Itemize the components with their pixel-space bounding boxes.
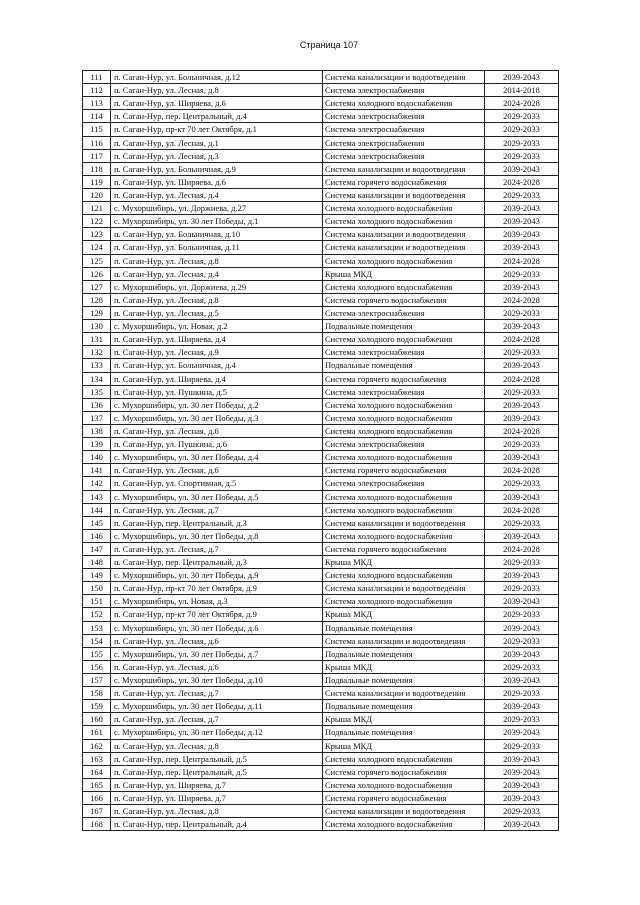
system-cell: Система канализации и водоотведения: [323, 517, 485, 529]
row-number-cell: 142: [83, 477, 111, 489]
period-cell: 2024-2028: [485, 333, 559, 345]
table-row: [83, 202, 559, 215]
table-row: [83, 241, 559, 254]
table-row: [83, 438, 559, 451]
system-cell: Система канализации и водоотведения: [323, 228, 485, 240]
table-row: [83, 464, 559, 477]
row-number-cell: 138: [83, 425, 111, 437]
system-cell: Система горячего водоснабжения: [323, 792, 485, 804]
system-cell: Система электроснабжения: [323, 477, 485, 489]
system-cell: Система канализации и водоотведения: [323, 241, 485, 253]
row-number-cell: 149: [83, 569, 111, 581]
period-cell: 2029-2033: [485, 740, 559, 752]
row-number-cell: 160: [83, 713, 111, 725]
system-cell: Система канализации и водоотведения: [323, 687, 485, 699]
row-number-cell: 165: [83, 779, 111, 791]
row-number-cell: 113: [83, 97, 111, 109]
table-row: [83, 582, 559, 595]
table-row: [83, 386, 559, 399]
period-cell: 2029-2033: [485, 517, 559, 529]
system-cell: Крыша МКД: [323, 608, 485, 620]
address-cell: п. Саган-Нур, ул. Ширяева, д.6: [111, 97, 323, 109]
table-row: [83, 123, 559, 136]
period-cell: 2024-2028: [485, 97, 559, 109]
period-cell: 2029-2033: [485, 268, 559, 280]
system-cell: Система электроснабжения: [323, 137, 485, 149]
row-number-cell: 155: [83, 648, 111, 660]
table-row: [83, 504, 559, 517]
system-cell: Крыша МКД: [323, 713, 485, 725]
address-cell: с. Мухоршибирь, ул. 30 лет Победы, д.5: [111, 491, 323, 503]
period-cell: 2039-2043: [485, 726, 559, 738]
period-cell: 2024-2028: [485, 504, 559, 516]
period-cell: 2024-2028: [485, 294, 559, 306]
table-row: [83, 268, 559, 281]
row-number-cell: 131: [83, 333, 111, 345]
system-cell: Система холодного водоснабжения: [323, 202, 485, 214]
system-cell: Система электроснабжения: [323, 110, 485, 122]
row-number-cell: 148: [83, 556, 111, 568]
row-number-cell: 137: [83, 412, 111, 424]
address-cell: п. Саган-Нур, ул. Лесная, д.5: [111, 307, 323, 319]
system-cell: Система холодного водоснабжения: [323, 569, 485, 581]
address-cell: с. Мухоршибирь, ул. 30 лет Победы, д.1: [111, 215, 323, 227]
system-cell: Система электроснабжения: [323, 123, 485, 135]
row-number-cell: 128: [83, 294, 111, 306]
address-cell: п. Саган-Нур, ул. Лесная, д.8: [111, 84, 323, 96]
address-cell: п. Саган-Нур, пер. Центральный, д.3: [111, 517, 323, 529]
table-row: [83, 451, 559, 464]
system-cell: Система горячего водоснабжения: [323, 294, 485, 306]
table-row: [83, 766, 559, 779]
period-cell: 2024-2028: [485, 176, 559, 188]
period-cell: 2029-2033: [485, 687, 559, 699]
row-number-cell: 135: [83, 386, 111, 398]
row-number-cell: 153: [83, 622, 111, 634]
row-number-cell: 163: [83, 753, 111, 765]
table-row: [83, 373, 559, 386]
system-cell: Система холодного водоснабжения: [323, 425, 485, 437]
address-cell: п. Саган-Нур, ул. Больничная, д.11: [111, 241, 323, 253]
row-number-cell: 130: [83, 320, 111, 332]
period-cell: 2029-2033: [485, 635, 559, 647]
address-cell: п. Саган-Нур, ул. Лесная, д.1: [111, 137, 323, 149]
system-cell: Подвальные помещения: [323, 648, 485, 660]
table-row: [83, 255, 559, 268]
address-cell: п. Саган-Нур, ул. Больничная, д.9: [111, 163, 323, 175]
table-row: [83, 530, 559, 543]
system-cell: Крыша МКД: [323, 268, 485, 280]
address-cell: п. Саган-Нур, ул. Лесная, д.9: [111, 346, 323, 358]
system-cell: Система холодного водоснабжения: [323, 504, 485, 516]
system-cell: Система горячего водоснабжения: [323, 543, 485, 555]
address-cell: п. Саган-Нур, ул. Лесная, д.8: [111, 740, 323, 752]
period-cell: 2014-2018: [485, 84, 559, 96]
table-row: [83, 333, 559, 346]
address-cell: п. Саган-Нур, ул. Лесная, д.3: [111, 150, 323, 162]
address-cell: с. Мухоршибирь, ул. 30 лет Победы, д.11: [111, 700, 323, 712]
row-number-cell: 152: [83, 608, 111, 620]
system-cell: Система канализации и водоотведения: [323, 71, 485, 83]
address-cell: п. Саган-Нур, пер. Центральный, д.4: [111, 818, 323, 830]
table-row: [83, 189, 559, 202]
period-cell: 2029-2033: [485, 110, 559, 122]
period-cell: 2039-2043: [485, 71, 559, 83]
address-cell: с. Мухоршибирь, ул. 30 лет Победы, д.10: [111, 674, 323, 686]
system-cell: Система электроснабжения: [323, 438, 485, 450]
row-number-cell: 123: [83, 228, 111, 240]
system-cell: Подвальные помещения: [323, 359, 485, 371]
row-number-cell: 120: [83, 189, 111, 201]
address-cell: п. Саган-Нур, ул. Лесная, д.4: [111, 189, 323, 201]
row-number-cell: 121: [83, 202, 111, 214]
period-cell: 2039-2043: [485, 779, 559, 791]
address-cell: п. Саган-Нур, пер. Центральный, д.4: [111, 110, 323, 122]
period-cell: 2039-2043: [485, 674, 559, 686]
table-row: [83, 425, 559, 438]
system-cell: Система холодного водоснабжения: [323, 595, 485, 607]
period-cell: 2029-2033: [485, 582, 559, 594]
address-cell: с. Мухоршибирь, ул. Доржиева, д.29: [111, 281, 323, 293]
row-number-cell: 150: [83, 582, 111, 594]
system-cell: Система горячего водоснабжения: [323, 464, 485, 476]
period-cell: 2039-2043: [485, 818, 559, 830]
table-row: [83, 569, 559, 582]
system-cell: Система холодного водоснабжения: [323, 491, 485, 503]
system-cell: Подвальные помещения: [323, 726, 485, 738]
row-number-cell: 124: [83, 241, 111, 253]
table-row: [83, 477, 559, 490]
row-number-cell: 161: [83, 726, 111, 738]
table-row: [83, 556, 559, 569]
period-cell: 2039-2043: [485, 648, 559, 660]
address-cell: п. Саган-Нур, ул. Лесная, д.7: [111, 687, 323, 699]
table-row: [83, 543, 559, 556]
table-row: [83, 753, 559, 766]
table-row: [83, 163, 559, 176]
row-number-cell: 134: [83, 373, 111, 385]
period-cell: 2029-2033: [485, 150, 559, 162]
row-number-cell: 127: [83, 281, 111, 293]
period-cell: 2024-2028: [485, 464, 559, 476]
row-number-cell: 143: [83, 491, 111, 503]
system-cell: Подвальные помещения: [323, 700, 485, 712]
table-row: [83, 359, 559, 372]
address-cell: с. Мухоршибирь, ул. Доржиева, д.27: [111, 202, 323, 214]
table-row: [83, 687, 559, 700]
table-row: [83, 71, 559, 84]
row-number-cell: 139: [83, 438, 111, 450]
period-cell: 2029-2033: [485, 661, 559, 673]
period-cell: 2039-2043: [485, 530, 559, 542]
table-body: [83, 71, 559, 831]
row-number-cell: 133: [83, 359, 111, 371]
period-cell: 2029-2033: [485, 556, 559, 568]
system-cell: Система канализации и водоотведения: [323, 582, 485, 594]
address-cell: с. Мухоршибирь, ул. 30 лет Победы, д.7: [111, 648, 323, 660]
table-row: [83, 608, 559, 621]
period-cell: 2039-2043: [485, 412, 559, 424]
period-cell: 2024-2028: [485, 373, 559, 385]
system-cell: Система канализации и водоотведения: [323, 163, 485, 175]
address-cell: с. Мухоршибирь, ул. 30 лет Победы, д.9: [111, 569, 323, 581]
row-number-cell: 132: [83, 346, 111, 358]
table-row: [83, 215, 559, 228]
row-number-cell: 144: [83, 504, 111, 516]
row-number-cell: 151: [83, 595, 111, 607]
system-cell: Крыша МКД: [323, 740, 485, 752]
period-cell: 2029-2033: [485, 346, 559, 358]
address-cell: п. Саган-Нур, ул. Лесная, д.6: [111, 425, 323, 437]
table-row: [83, 726, 559, 739]
table-row: [83, 635, 559, 648]
row-number-cell: 125: [83, 255, 111, 267]
table-row: [83, 84, 559, 97]
table-row: [83, 228, 559, 241]
address-cell: п. Саган-Нур, ул. Пушкина, д.6: [111, 438, 323, 450]
system-cell: Система холодного водоснабжения: [323, 818, 485, 830]
system-cell: Система холодного водоснабжения: [323, 333, 485, 345]
address-cell: п. Саган-Нур, ул. Лесная, д.6: [111, 635, 323, 647]
period-cell: 2039-2043: [485, 491, 559, 503]
system-cell: Система электроснабжения: [323, 150, 485, 162]
address-cell: п. Саган-Нур, ул. Спортивная, д.5: [111, 477, 323, 489]
period-cell: 2029-2033: [485, 189, 559, 201]
address-cell: п. Саган-Нур, пер. Центральный, д.3: [111, 556, 323, 568]
row-number-cell: 114: [83, 110, 111, 122]
table-row: [83, 779, 559, 792]
period-cell: 2039-2043: [485, 163, 559, 175]
table-row: [83, 97, 559, 110]
address-cell: с. Мухоршибирь, ул. Новая, д.2: [111, 320, 323, 332]
system-cell: Система канализации и водоотведения: [323, 635, 485, 647]
period-cell: 2039-2043: [485, 320, 559, 332]
row-number-cell: 159: [83, 700, 111, 712]
period-cell: 2029-2033: [485, 386, 559, 398]
table-row: [83, 137, 559, 150]
repair-schedule-table: [82, 70, 559, 831]
system-cell: Система электроснабжения: [323, 84, 485, 96]
period-cell: 2039-2043: [485, 202, 559, 214]
row-number-cell: 111: [83, 71, 111, 83]
period-cell: 2039-2043: [485, 622, 559, 634]
row-number-cell: 117: [83, 150, 111, 162]
system-cell: Система холодного водоснабжения: [323, 399, 485, 411]
system-cell: Система холодного водоснабжения: [323, 530, 485, 542]
row-number-cell: 112: [83, 84, 111, 96]
row-number-cell: 157: [83, 674, 111, 686]
table-row: [83, 700, 559, 713]
system-cell: Система холодного водоснабжения: [323, 281, 485, 293]
address-cell: п. Саган-Нур, пр-кт 70 лет Октября, д.1: [111, 123, 323, 135]
address-cell: п. Саган-Нур, ул. Ширяева, д.4: [111, 373, 323, 385]
row-number-cell: 158: [83, 687, 111, 699]
period-cell: 2039-2043: [485, 215, 559, 227]
row-number-cell: 122: [83, 215, 111, 227]
row-number-cell: 147: [83, 543, 111, 555]
table-row: [83, 713, 559, 726]
table-row: [83, 307, 559, 320]
system-cell: Крыша МКД: [323, 556, 485, 568]
address-cell: п. Саган-Нур, пр-кт 70 лет Октября, д.9: [111, 582, 323, 594]
row-number-cell: 146: [83, 530, 111, 542]
table-row: [83, 294, 559, 307]
address-cell: с. Мухоршибирь, ул. 30 лет Победы, д.3: [111, 412, 323, 424]
table-row: [83, 622, 559, 635]
period-cell: 2039-2043: [485, 700, 559, 712]
period-cell: 2039-2043: [485, 281, 559, 293]
period-cell: 2029-2033: [485, 438, 559, 450]
address-cell: п. Саган-Нур, ул. Лесная, д.7: [111, 543, 323, 555]
address-cell: п. Саган-Нур, ул. Лесная, д.6: [111, 661, 323, 673]
row-number-cell: 141: [83, 464, 111, 476]
table-row: [83, 110, 559, 123]
period-cell: 2039-2043: [485, 359, 559, 371]
address-cell: п. Саган-Нур, ул. Пушкина, д.5: [111, 386, 323, 398]
system-cell: Система холодного водоснабжения: [323, 412, 485, 424]
row-number-cell: 136: [83, 399, 111, 411]
row-number-cell: 145: [83, 517, 111, 529]
system-cell: Система холодного водоснабжения: [323, 451, 485, 463]
period-cell: 2029-2033: [485, 123, 559, 135]
table-row: [83, 176, 559, 189]
table-row: [83, 281, 559, 294]
period-cell: 2029-2033: [485, 805, 559, 817]
period-cell: 2024-2028: [485, 425, 559, 437]
system-cell: Система горячего водоснабжения: [323, 766, 485, 778]
table-row: [83, 674, 559, 687]
row-number-cell: 129: [83, 307, 111, 319]
period-cell: 2039-2043: [485, 569, 559, 581]
address-cell: п. Саган-Нур, ул. Лесная, д.7: [111, 713, 323, 725]
period-cell: 2029-2033: [485, 477, 559, 489]
system-cell: Система канализации и водоотведения: [323, 805, 485, 817]
period-cell: 2029-2033: [485, 307, 559, 319]
system-cell: Система холодного водоснабжения: [323, 97, 485, 109]
system-cell: Система холодного водоснабжения: [323, 753, 485, 765]
address-cell: п. Саган-Нур, ул. Лесная, д.8: [111, 255, 323, 267]
period-cell: 2039-2043: [485, 451, 559, 463]
address-cell: п. Саган-Нур, пер. Центральный, д.5: [111, 766, 323, 778]
system-cell: Система электроснабжения: [323, 346, 485, 358]
row-number-cell: 115: [83, 123, 111, 135]
address-cell: п. Саган-Нур, ул. Ширяева, д.4: [111, 333, 323, 345]
system-cell: Подвальные помещения: [323, 674, 485, 686]
row-number-cell: 140: [83, 451, 111, 463]
period-cell: 2039-2043: [485, 753, 559, 765]
table-row: [83, 805, 559, 818]
system-cell: Система холодного водоснабжения: [323, 255, 485, 267]
address-cell: с. Мухоршибирь, ул. 30 лет Победы, д.8: [111, 530, 323, 542]
system-cell: Система холодного водоснабжения: [323, 215, 485, 227]
table-row: [83, 346, 559, 359]
period-cell: 2039-2043: [485, 228, 559, 240]
address-cell: п. Саган-Нур, ул. Ширяева, д.7: [111, 779, 323, 791]
system-cell: Система электроснабжения: [323, 386, 485, 398]
table-row: [83, 595, 559, 608]
row-number-cell: 118: [83, 163, 111, 175]
row-number-cell: 126: [83, 268, 111, 280]
period-cell: 2029-2033: [485, 713, 559, 725]
address-cell: п. Саган-Нур, ул. Больничная, д.12: [111, 71, 323, 83]
address-cell: п. Саган-Нур, ул. Лесная, д.6: [111, 464, 323, 476]
address-cell: с. Мухоршибирь, ул. 30 лет Победы, д.12: [111, 726, 323, 738]
table-row: [83, 412, 559, 425]
address-cell: п. Саган-Нур, пер. Центральный, д.5: [111, 753, 323, 765]
address-cell: п. Саган-Нур, ул. Лесная, д.7: [111, 504, 323, 516]
table-row: [83, 648, 559, 661]
system-cell: Система горячего водоснабжения: [323, 373, 485, 385]
system-cell: Система канализации и водоотведения: [323, 189, 485, 201]
address-cell: с. Мухоршибирь, ул. 30 лет Победы, д.6: [111, 622, 323, 634]
period-cell: 2039-2043: [485, 399, 559, 411]
address-cell: п. Саган-Нур, ул. Ширяева, д.7: [111, 792, 323, 804]
table-row: [83, 399, 559, 412]
period-cell: 2029-2033: [485, 137, 559, 149]
table-row: [83, 150, 559, 163]
row-number-cell: 116: [83, 137, 111, 149]
row-number-cell: 154: [83, 635, 111, 647]
address-cell: п. Саган-Нур, ул. Лесная, д.4: [111, 268, 323, 280]
row-number-cell: 162: [83, 740, 111, 752]
table-row: [83, 517, 559, 530]
address-cell: п. Саган-Нур, ул. Ширяева, д.6: [111, 176, 323, 188]
row-number-cell: 164: [83, 766, 111, 778]
table-row: [83, 320, 559, 333]
table-row: [83, 491, 559, 504]
system-cell: Подвальные помещения: [323, 320, 485, 332]
row-number-cell: 119: [83, 176, 111, 188]
system-cell: Система электроснабжения: [323, 307, 485, 319]
address-cell: п. Саган-Нур, ул. Больничная, д.10: [111, 228, 323, 240]
system-cell: Система горячего водоснабжения: [323, 176, 485, 188]
period-cell: 2039-2043: [485, 241, 559, 253]
table-row: [83, 792, 559, 805]
address-cell: с. Мухоршибирь, ул. Новая, д.3: [111, 595, 323, 607]
address-cell: п. Саган-Нур, ул. Больничная, д.4: [111, 359, 323, 371]
table-row: [83, 740, 559, 753]
period-cell: 2024-2028: [485, 255, 559, 267]
address-cell: п. Саган-Нур, ул. Лесная, д.8: [111, 805, 323, 817]
system-cell: Система холодного водоснабжения: [323, 779, 485, 791]
address-cell: п. Саган-Нур, ул. Лесная, д.8: [111, 294, 323, 306]
page-number-label: Страница 107: [299, 40, 359, 50]
address-cell: с. Мухоршибирь, ул. 30 лет Победы, д.4: [111, 451, 323, 463]
period-cell: 2039-2043: [485, 792, 559, 804]
table-row: [83, 818, 559, 831]
table-row: [83, 661, 559, 674]
period-cell: 2039-2043: [485, 766, 559, 778]
address-cell: с. Мухоршибирь, ул. 30 лет Победы, д.2: [111, 399, 323, 411]
row-number-cell: 166: [83, 792, 111, 804]
row-number-cell: 168: [83, 818, 111, 830]
period-cell: 2024-2028: [485, 543, 559, 555]
address-cell: п. Саган-Нур, пр-кт 70 лет Октября, д.9: [111, 608, 323, 620]
row-number-cell: 156: [83, 661, 111, 673]
row-number-cell: 167: [83, 805, 111, 817]
system-cell: Подвальные помещения: [323, 622, 485, 634]
period-cell: 2039-2043: [485, 595, 559, 607]
period-cell: 2029-2033: [485, 608, 559, 620]
system-cell: Крыша МКД: [323, 661, 485, 673]
